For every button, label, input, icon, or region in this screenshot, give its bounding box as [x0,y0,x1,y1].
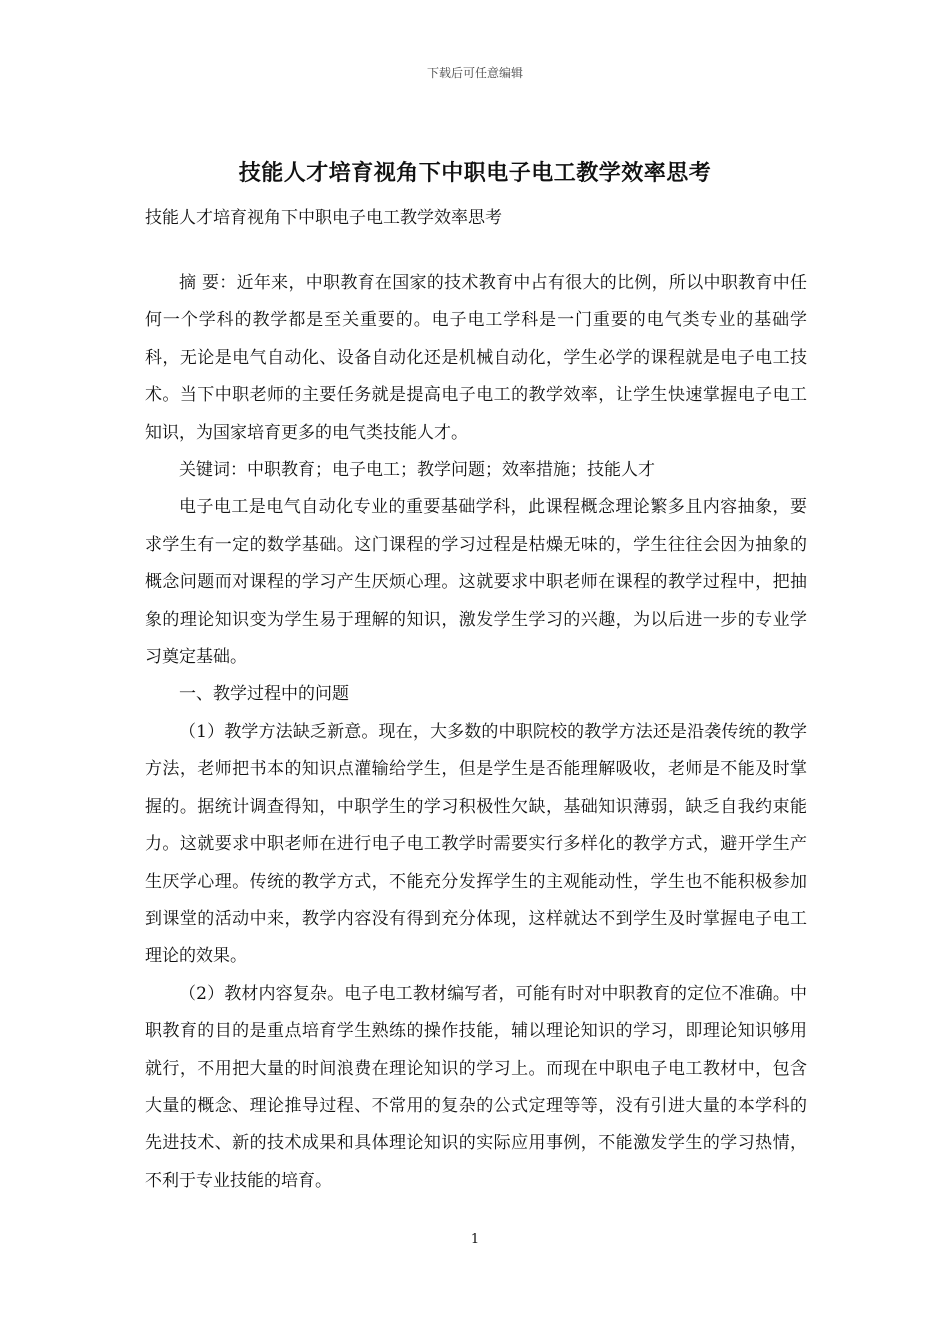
point-1-paragraph: （1）教学方法缺乏新意。现在，大多数的中职院校的教学方法还是沿袭传统的教学方法，老师把书本的知识点灌输给学生，但是学生是否能理解吸收，老师是不能及时掌握的。据统计调查得知，中职学生的学习积极性欠缺，基础知识薄弱，缺乏自我约束能力。这就要求中职老师在进行电子电工教学时需要实行多样化的教学方式，避开学生产生厌学心理。传统的教学方式，不能充分发挥学生的主观能动性，学生也不能积极参加到课堂的活动中来，教学内容没有得到充分体现，这样就达不到学生及时掌握电子电工理论的效果。 [145,721,807,967]
section-heading: 一、教学过程中的问题 [179,684,349,705]
intro-paragraph: 电子电工是电气自动化专业的重要基础学科，此课程概念理论繁多且内容抽象，要求学生有一定的数学基础。这门课程的学习过程是枯燥无味的，学生往往会因为抽象的概念问题而对课程的学习产生厌烦心理。这就要求中职老师在课程的教学过程中，把抽象的理论知识变为学生易于理解的知识，激发学生学习的兴趣，为以后进一步的专业学习奠定基础。 [145,497,807,668]
page-number: 1 [470,1232,480,1247]
keywords-paragraph: 关键词：中职教育；电子电工；教学问题；效率措施；技能人才 [179,460,655,481]
point-2-paragraph: （2）教材内容复杂。电子电工教材编写者，可能有时对中职教育的定位不准确。中职教育的目的是重点培育学生熟练的操作技能，辅以理论知识的学习，即理论知识够用就行，不用把大量的时间浪费在理论知识的学习上。而现在中职电子电工教材中，包含大量的概念、理论推导过程、不常用的复杂的公式定理等等，没有引进大量的本学科的先进技术、新的技术成果和具体理论知识的实际应用事例，不能激发学生的学习热情，不利于专业技能的培育。 [145,983,807,1191]
document-title: 技能人才培育视角下中职电子电工教学效率思考 [238,160,712,186]
document-subtitle: 技能人才培育视角下中职电子电工教学效率思考 [145,208,502,228]
page-header: 下载后可任意编辑 [426,66,523,80]
abstract-paragraph: 摘 要：近年来，中职教育在国家的技术教育中占有很大的比例，所以中职教育中任何一个学科的教学都是至关重要的。电子电工学科是一门重要的电气类专业的基础学科，无论是电气自动化、设备自动化还是机械自动化，学生必学的课程就是电子电工技术。当下中职老师的主要任务就是提高电子电工的教学效率，让学生快速掌握电子电工知识，为国家培育更多的电气类技能人才。 [145,273,807,443]
document-body [145,265,807,1200]
